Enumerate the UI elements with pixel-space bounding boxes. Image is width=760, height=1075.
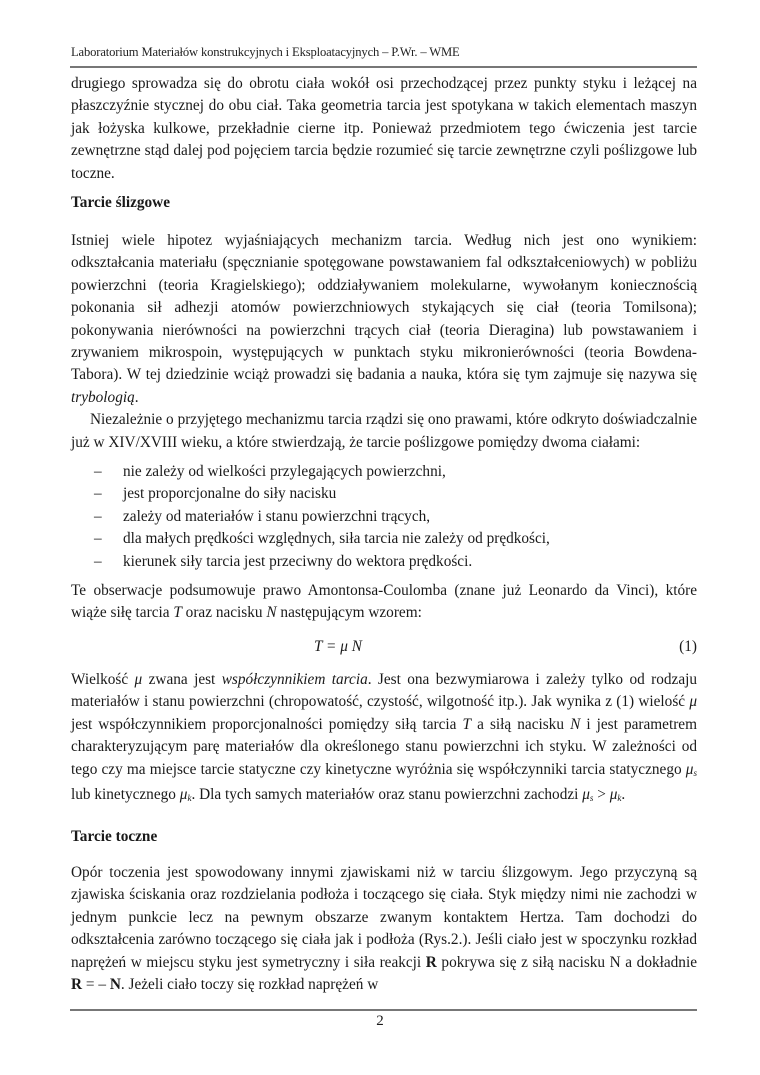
equation-expression: T = μ N bbox=[314, 638, 362, 655]
section-heading-sliding: Tarcie ślizgowe bbox=[71, 194, 170, 211]
formula-block bbox=[71, 636, 697, 658]
dash-bullet: – bbox=[94, 507, 102, 525]
list-item: – nie zależy od wielkości przylegających powierzchni, bbox=[71, 461, 697, 483]
sliding-body bbox=[71, 230, 697, 454]
section-heading-rolling: Tarcie toczne bbox=[71, 828, 158, 845]
term-friction-coefficient: współczynnikiem tarcia bbox=[221, 671, 368, 688]
section-rolling-friction bbox=[71, 826, 697, 848]
equation-1 bbox=[71, 636, 697, 658]
sliding-paragraph-1: Istniej wiele hipotez wyjaśniających mechanizm tarcia. Według nich jest ono wynikiem: odkształcania materiału (spęcznianie spotęgowane powstawaniem fal odkształceniowych) w pobliżu powierzchni (teoria Kragielskiego); oddziaływaniem molekularne, wywołanym koniecznością pokonania sił adhezji atomów powierzchniowych stykających się ciał (teoria Tomilsona); pokonywania nierówności na powierzchni trących ciał (teoria Dieragina) lub powstawaniem i zrywaniem mikrospoin, występujących w punktach styku mikronierówności (teoria Bowdena-Tabora). W tej dziedzinie wciąż prowadzi się badania a nauka, która się tym zajmuje się nazywa się trybologią. bbox=[71, 232, 697, 406]
list-item: – dla małych prędkości względnych, siła tarcia nie zależy od prędkości, bbox=[71, 528, 697, 550]
friction-laws-list-block bbox=[71, 461, 697, 573]
intro-paragraph: drugiego sprowadza się do obrotu ciała wokół osi przechodzącej przez punkty styku i leżącej na płaszczyźnie stycznej do obu ciał. Taka geometria tarcia jest spotykana w takich elementach maszyn jak łożyska kulkowe, przekładnie cierne itp. Ponieważ przedmiotem tego ćwiczenia jest tarcie zewnętrzne stąd dalej pod pojęciem tarcia będzie rozumieć się tarcie zewnętrzne czyli poślizgowe lub toczne. bbox=[71, 75, 697, 182]
running-header: Laboratorium Materiałów konstrukcyjnych i Eksploatacyjnych – P.Wr. – WME bbox=[71, 45, 460, 59]
intro-paragraph-block bbox=[71, 73, 697, 185]
term-tribology: trybologią bbox=[71, 388, 135, 406]
list-item: – zależy od materiałów i stanu powierzchni trących, bbox=[71, 506, 697, 528]
friction-laws-list bbox=[71, 461, 697, 573]
amontons-paragraph-block bbox=[71, 580, 697, 625]
rolling-body bbox=[71, 862, 697, 996]
page-number: 2 bbox=[376, 1013, 384, 1029]
section-sliding-friction bbox=[71, 192, 697, 214]
list-item: – kierunek siły tarcia jest przeciwny do wektora prędkości. bbox=[71, 551, 697, 573]
dash-bullet: – bbox=[94, 530, 102, 548]
dash-bullet: – bbox=[94, 552, 102, 570]
rolling-paragraph-1: Opór toczenia jest spowodowany innymi zjawiskami niż w tarciu ślizgowym. Jego przyczyną są zjawiska ściskania oraz rozdzielania podłoża i toczącego się ciała. Styk między nimi nie zachodzi w jednym punkcie lecz na pewnym obszarze zwanym kontaktem Hertza. Tam dochodzi do odkształcenia zarówno toczącego się ciała jak i podłoża (Rys.2.). Jeśli ciało jest w spoczynku rozkład naprężeń w miejscu styku jest symetryczny i siła reakcji R pokrywa się z siłą nacisku N a dokładnie R = – N. Jeżeli ciało toczy się rozkład naprężeń w bbox=[71, 864, 697, 994]
equation-number: (1) bbox=[679, 638, 697, 655]
footer-rule bbox=[70, 1009, 697, 1011]
sliding-paragraph-2: Niezależnie o przyjętego mechanizmu tarcia rządzi się ono prawami, które odkryto doświadczalnie już w XIV/XVIII wieku, a które stwierdzają, że tarcie poślizgowe pomiędzy dwoma ciałami: bbox=[71, 411, 697, 451]
list-item: – jest proporcjonalne do siły nacisku bbox=[71, 483, 697, 505]
coefficient-paragraph: Wielkość μ zwana jest współczynnikiem tarcia. Jest ona bezwymiarowa i zależy tylko od rodzaju materiałów i stanu powierzchni (chropowatość, czystość, wilgotność itp.). Jak wynika z (1) wielość μ jest współczynnikiem proporcjonalności pomiędzy siłą tarcia T a siłą nacisku N i jest parametrem charakteryzującym parę materiałów dla określonego stanu powierzchni ich styku. W zależności od tego czy ma miejsce tarcie statyczne czy kinetyczne wyróżnia się współczynniki tarcia statycznego $\mu_s$ lub kinetycznego $\mu_k$. Dla tych samych materiałów oraz stanu powierzchni zachodzi $\mu_s > \mu_k$. bbox=[71, 671, 698, 804]
coefficient-paragraph-block bbox=[71, 669, 697, 809]
dash-bullet: – bbox=[94, 463, 102, 480]
dash-bullet: – bbox=[94, 485, 102, 503]
header-rule bbox=[70, 66, 697, 68]
amontons-paragraph: Te obserwacje podsumowuje prawo Amontonsa-Coulomba (znane już Leonardo da Vinci), które wiąże siłę tarcia T oraz nacisku N następującym wzorem: bbox=[71, 582, 697, 622]
